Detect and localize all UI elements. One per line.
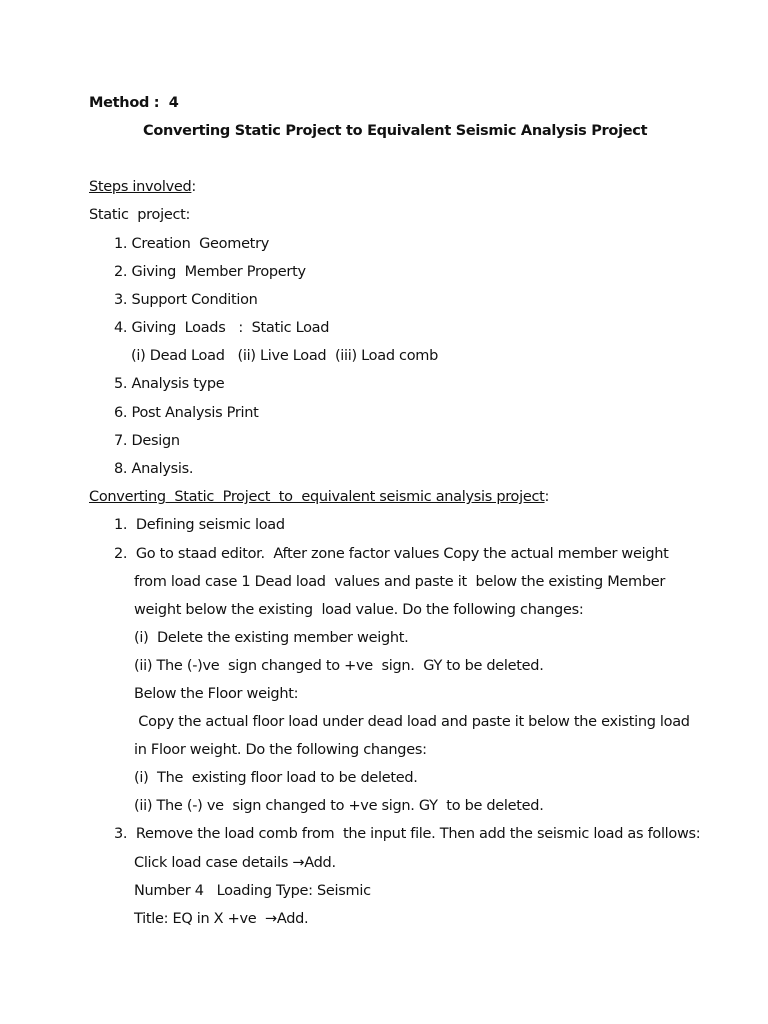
floor-weight-line-1: Copy the actual floor load under dead load and paste it below the existing load	[134, 714, 690, 730]
convert-step-3-number: Number 4 Loading Type: Seismic	[134, 883, 371, 899]
static-step-4: 4. Giving Loads : Static Load	[114, 320, 330, 336]
floor-weight-change-1: (i) The existing floor load to be deleted.	[134, 770, 418, 786]
steps-heading-text: Steps involved	[89, 179, 192, 195]
static-project-label: Static project:	[89, 207, 191, 223]
static-step-3: 3. Support Condition	[114, 292, 258, 308]
static-step-2: 2. Giving Member Property	[114, 264, 306, 280]
floor-weight-line-2: in Floor weight. Do the following changes:	[134, 742, 427, 758]
convert-step-1: 1. Defining seismic load	[114, 517, 285, 533]
convert-step-3: 3. Remove the load comb from the input file. Then add the seismic load as follows:	[114, 826, 701, 842]
converting-heading-text: Converting Static Project to equivalent seismic analysis project	[89, 489, 545, 505]
floor-weight-heading: Below the Floor weight:	[134, 686, 299, 702]
static-step-7: 7. Design	[114, 433, 180, 449]
convert-step-3-click: Click load case details →Add.	[134, 855, 336, 871]
static-step-4-sub: (i) Dead Load (ii) Live Load (iii) Load comb	[131, 348, 439, 364]
convert-step-2-change-2: (ii) The (-)ve sign changed to +ve sign. GY to be deleted.	[134, 658, 544, 674]
document-title: Converting Static Project to Equivalent Seismic Analysis Project	[143, 123, 648, 139]
convert-step-2: 2. Go to staad editor. After zone factor values Copy the actual member weight	[114, 546, 669, 562]
converting-heading	[89, 488, 549, 506]
static-step-8: 8. Analysis.	[114, 461, 194, 477]
convert-step-3-title: Title: EQ in X +ve →Add.	[134, 911, 309, 927]
static-step-6: 6. Post Analysis Print	[114, 405, 259, 421]
convert-step-2-line-3: weight below the existing load value. Do the following changes:	[134, 602, 584, 618]
steps-heading	[89, 178, 196, 196]
static-step-1: 1. Creation Geometry	[114, 236, 270, 252]
floor-weight-change-2: (ii) The (-) ve sign changed to +ve sign. GY to be deleted.	[134, 798, 544, 814]
convert-step-2-line-2: from load case 1 Dead load values and paste it below the existing Member	[134, 574, 666, 590]
convert-step-2-change-1: (i) Delete the existing member weight.	[134, 630, 409, 646]
steps-heading-colon: :	[191, 179, 196, 195]
static-step-5: 5. Analysis type	[114, 376, 225, 392]
method-number: Method : 4	[89, 95, 179, 111]
converting-heading-colon: :	[544, 489, 550, 505]
